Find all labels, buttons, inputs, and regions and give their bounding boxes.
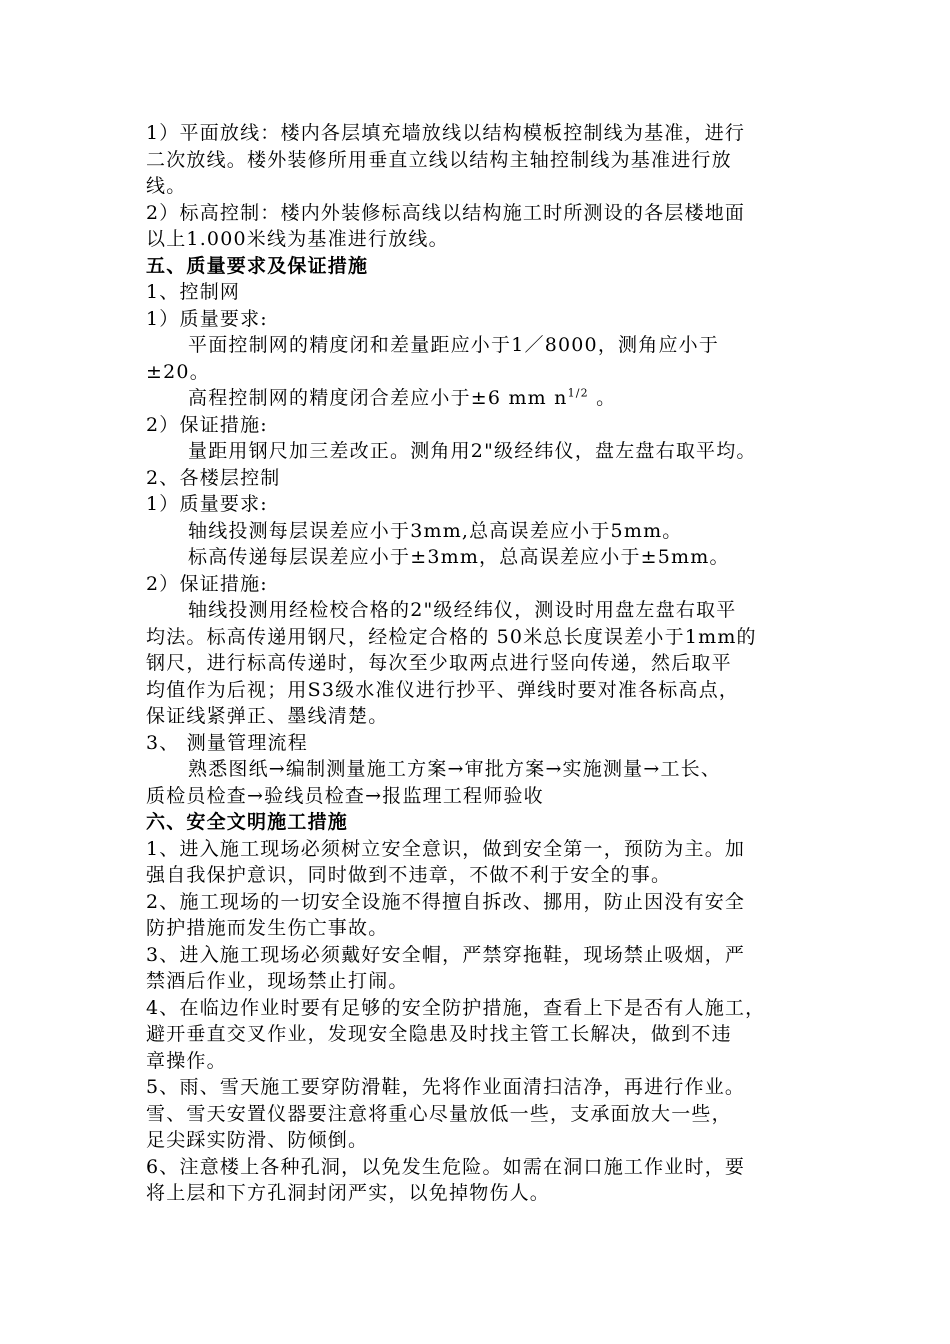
text-line bbox=[146, 359, 816, 386]
line-text: 强自我保护意识，同时做到不违章，不做不利于安全的事。 bbox=[146, 864, 672, 886]
line-text: 1）平面放线：楼内各层填充墙放线以结构模板控制线为基准，进行 bbox=[146, 122, 746, 144]
text-line bbox=[146, 703, 816, 730]
text-line bbox=[146, 1154, 816, 1181]
line-text-suffix: 。 bbox=[588, 387, 617, 409]
line-text: 质检员检查→验线员检查→报监理工程师验收 bbox=[146, 784, 544, 807]
line-text: 2）保证措施: bbox=[146, 572, 268, 595]
line-text: 1、进入施工现场必须树立安全意识，做到安全第一，预防为主。加 bbox=[146, 837, 746, 860]
line-text: 熟悉图纸→编制测量施工方案→审批方案→实施测量→工长、 bbox=[188, 758, 722, 780]
text-line bbox=[146, 597, 816, 624]
text-line bbox=[146, 147, 816, 174]
text-line bbox=[146, 730, 816, 757]
line-text: 轴线投测用经检校合格的2"级经纬仪，测设时用盘左盘右取平 bbox=[188, 599, 737, 621]
text-line bbox=[146, 1101, 816, 1128]
superscript-exponent: 1/2 bbox=[567, 386, 589, 400]
text-line bbox=[146, 306, 816, 333]
line-text: 将上层和下方孔洞封闭严实，以免掉物伤人。 bbox=[146, 1182, 551, 1204]
line-text: 保证线紧弹正、墨线清楚。 bbox=[146, 705, 389, 727]
line-text: 五、质量要求及保证措施 bbox=[146, 254, 369, 277]
line-text: 2、施工现场的一切安全设施不得擅自拆改、挪用，防止因没有安全 bbox=[146, 890, 746, 913]
line-text: 6、注意楼上各种孔洞，以免发生危险。如需在洞口施工作业时，要 bbox=[146, 1155, 746, 1178]
line-text: 雪、雪天安置仪器要注意将重心尽量放低一些，支承面放大一些， bbox=[146, 1102, 732, 1125]
text-line bbox=[146, 862, 816, 889]
text-line bbox=[146, 385, 816, 412]
line-text: 标高传递每层误差应小于±3mm，总高误差应小于±5mm。 bbox=[188, 546, 730, 568]
line-text: 3、进入施工现场必须戴好安全帽，严禁穿拖鞋，现场禁止吸烟，严 bbox=[146, 943, 746, 966]
text-line bbox=[146, 995, 816, 1022]
line-text: 高程控制网的精度闭合差应小于±6 mm n bbox=[188, 387, 568, 409]
text-line bbox=[146, 942, 816, 969]
line-text: 六、安全文明施工措施 bbox=[146, 811, 349, 833]
text-line bbox=[146, 173, 816, 200]
text-line bbox=[146, 677, 816, 704]
line-text: 均值作为后视；用S3级水准仪进行抄平、弹线时要对准各标高点， bbox=[146, 678, 740, 701]
section-heading bbox=[146, 809, 816, 836]
line-text: 1）质量要求: bbox=[146, 493, 268, 515]
line-text: 量距用钢尺加三差改正。测角用2"级经纬仪，盘左盘右取平均。 bbox=[188, 440, 757, 462]
line-text: 4、在临边作业时要有足够的安全防护措施，查看上下是否有人施工， bbox=[146, 996, 766, 1019]
text-line bbox=[146, 544, 816, 571]
text-line bbox=[146, 1074, 816, 1101]
line-text: 线。 bbox=[146, 175, 187, 197]
line-text: 1）质量要求: bbox=[146, 307, 268, 330]
text-line bbox=[146, 279, 816, 306]
section-heading bbox=[146, 253, 816, 280]
text-line bbox=[146, 624, 816, 651]
line-text: 轴线投测每层误差应小于3mm,总高误差应小于5mm。 bbox=[188, 519, 683, 542]
line-text: 以上1.000米线为基准进行放线。 bbox=[146, 228, 449, 250]
text-line bbox=[146, 1127, 816, 1154]
line-text: 1、控制网 bbox=[146, 281, 241, 303]
line-text: 防护措施而发生伤亡事故。 bbox=[146, 917, 389, 939]
text-line bbox=[146, 332, 816, 359]
text-line bbox=[146, 1180, 816, 1207]
text-line bbox=[146, 650, 816, 677]
line-text: 2）标高控制：楼内外装修标高线以结构施工时所测设的各层楼地面 bbox=[146, 201, 746, 224]
line-text: 二次放线。楼外装修所用垂直立线以结构主轴控制线为基准进行放 bbox=[146, 148, 732, 171]
line-text: 2、各楼层控制 bbox=[146, 466, 281, 489]
line-text: 禁酒后作业，现场禁止打闹。 bbox=[146, 970, 409, 992]
text-line bbox=[146, 491, 816, 518]
text-line bbox=[146, 120, 816, 147]
text-line bbox=[146, 200, 816, 227]
text-line bbox=[146, 1048, 816, 1075]
line-text: 5、雨、雪天施工要穿防滑鞋，先将作业面清扫洁净，再进行作业。 bbox=[146, 1076, 746, 1098]
text-line bbox=[146, 1021, 816, 1048]
line-text: 2）保证措施: bbox=[146, 413, 268, 436]
line-text: 平面控制网的精度闭和差量距应小于1／8000，测角应小于 bbox=[188, 334, 720, 356]
line-text: 章操作。 bbox=[146, 1049, 227, 1072]
text-line bbox=[146, 571, 816, 598]
line-text: 钢尺，进行标高传递时，每次至少取两点进行竖向传递，然后取平 bbox=[146, 652, 732, 674]
line-text: ±20。 bbox=[146, 360, 210, 383]
text-line bbox=[146, 915, 816, 942]
line-text: 足尖踩实防滑、防倾倒。 bbox=[146, 1129, 369, 1151]
text-line bbox=[146, 438, 816, 465]
line-text: 避开垂直交叉作业，发现安全隐患及时找主管工长解决，做到不违 bbox=[146, 1023, 732, 1045]
line-text: 3、 测量管理流程 bbox=[146, 731, 308, 754]
text-line bbox=[146, 889, 816, 916]
text-line bbox=[146, 226, 816, 253]
text-line bbox=[146, 518, 816, 545]
document-body bbox=[146, 120, 816, 1207]
text-line bbox=[146, 465, 816, 492]
line-text: 均法。标高传递用钢尺，经检定合格的 50米总长度误差小于1mm的 bbox=[146, 625, 757, 648]
text-line bbox=[146, 756, 816, 783]
text-line bbox=[146, 836, 816, 863]
text-line bbox=[146, 412, 816, 439]
text-line bbox=[146, 968, 816, 995]
text-line bbox=[146, 783, 816, 810]
